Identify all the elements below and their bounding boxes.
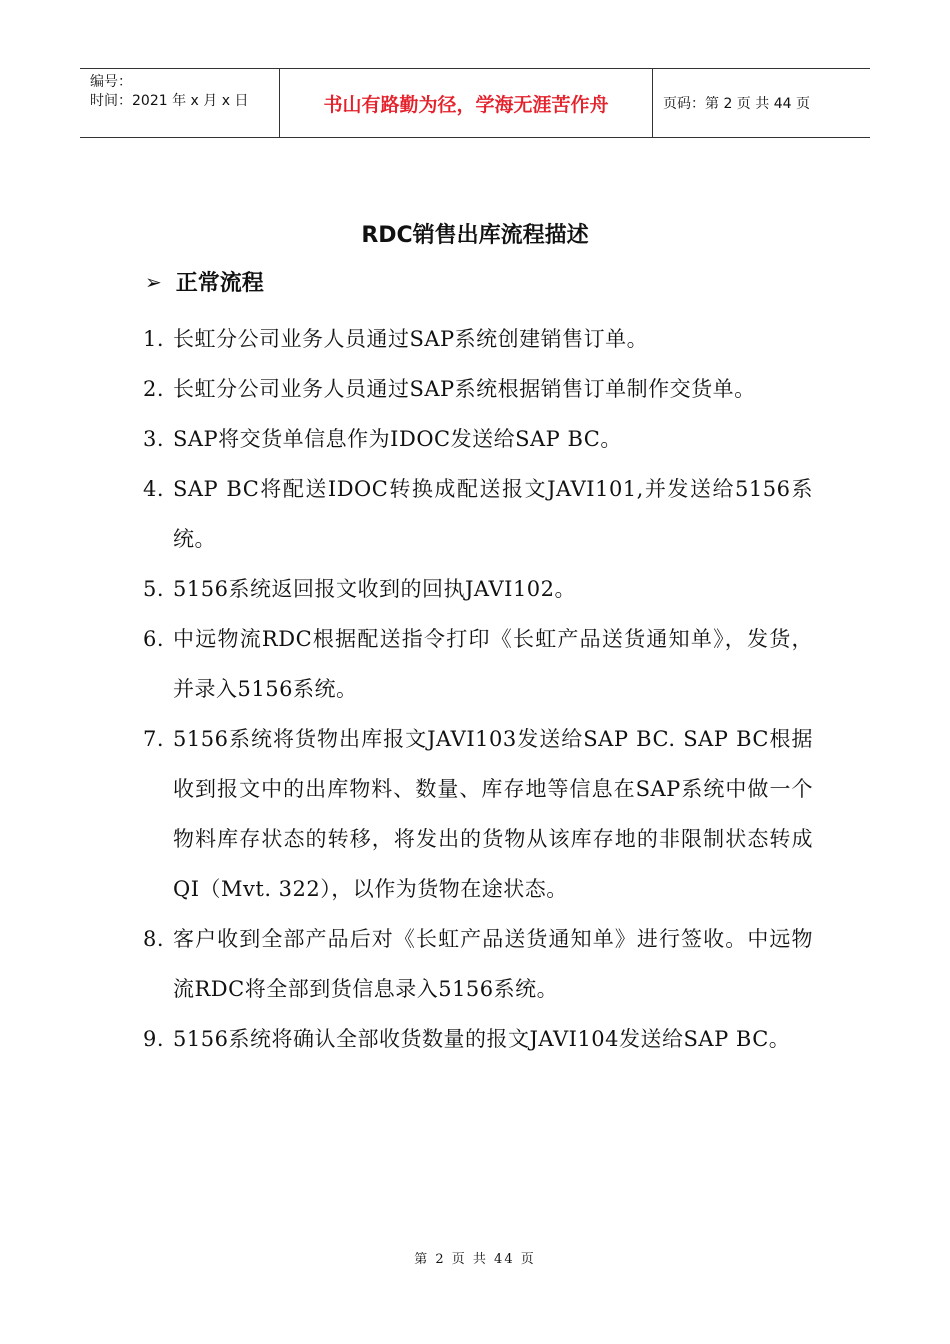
list-item	[143, 614, 813, 714]
step-number: 6.	[143, 627, 165, 651]
step-text: SAP将交货单信息作为IDOC发送给SAP BC。	[173, 427, 622, 451]
step-number: 9.	[143, 1027, 165, 1051]
page-header	[80, 68, 870, 138]
list-item	[143, 364, 813, 414]
list-item	[143, 464, 813, 564]
document-title: RDC销售出库流程描述	[361, 223, 589, 248]
step-list	[143, 314, 813, 1064]
motto: 书山有路勤为径，学海无涯苦作舟	[280, 69, 653, 137]
list-item	[143, 714, 813, 914]
step-number: 2.	[143, 377, 165, 401]
step-number: 7.	[143, 727, 165, 751]
list-item	[143, 414, 813, 464]
section-heading-label: 正常流程	[175, 271, 264, 296]
step-text: 5156系统将确认全部收货数量的报文JAVI104发送给SAP BC。	[173, 1027, 791, 1051]
section-heading	[145, 266, 264, 297]
number-label: 编号：	[90, 74, 132, 90]
arrow-bullet-icon: ➢	[145, 269, 162, 294]
step-number: 4.	[143, 477, 165, 501]
step-text: SAP BC将配送IDOC转换成配送报文JAVI101,并发送给5156系统。	[173, 477, 813, 551]
step-number: 1.	[143, 327, 165, 351]
date-label: 时间：2021 年 x 月 x 日	[90, 93, 249, 109]
step-text: 长虹分公司业务人员通过SAP系统根据销售订单制作交货单。	[173, 377, 756, 401]
list-item	[143, 1014, 813, 1064]
step-number: 3.	[143, 427, 165, 451]
page-footer: 第 2 页 共 44 页	[414, 1252, 536, 1267]
step-number: 5.	[143, 577, 165, 601]
step-text: 5156系统将货物出库报文JAVI103发送给SAP BC. SAP BC根据收到报文中的出库物料、数量、库存地等信息在SAP系统中做一个物料库存状态的转移，将发出的货物从该库存地的非限制状态转成QI（Mvt. 322），以作为货物在途状态。	[173, 727, 813, 901]
step-number: 8.	[143, 927, 165, 951]
page-info: 页码：第 2 页 共 44 页	[663, 96, 810, 112]
list-item	[143, 914, 813, 1014]
step-text: 客户收到全部产品后对《长虹产品送货通知单》进行签收。中远物流RDC将全部到货信息录入5156系统。	[173, 927, 813, 1001]
step-text: 5156系统返回报文收到的回执JAVI102。	[173, 577, 577, 601]
step-text: 长虹分公司业务人员通过SAP系统创建销售订单。	[173, 327, 649, 351]
step-text: 中远物流RDC根据配送指令打印《长虹产品送货通知单》，发货，并录入5156系统。	[173, 627, 813, 701]
list-item	[143, 314, 813, 364]
header-meta	[80, 69, 280, 137]
list-item	[143, 564, 813, 614]
